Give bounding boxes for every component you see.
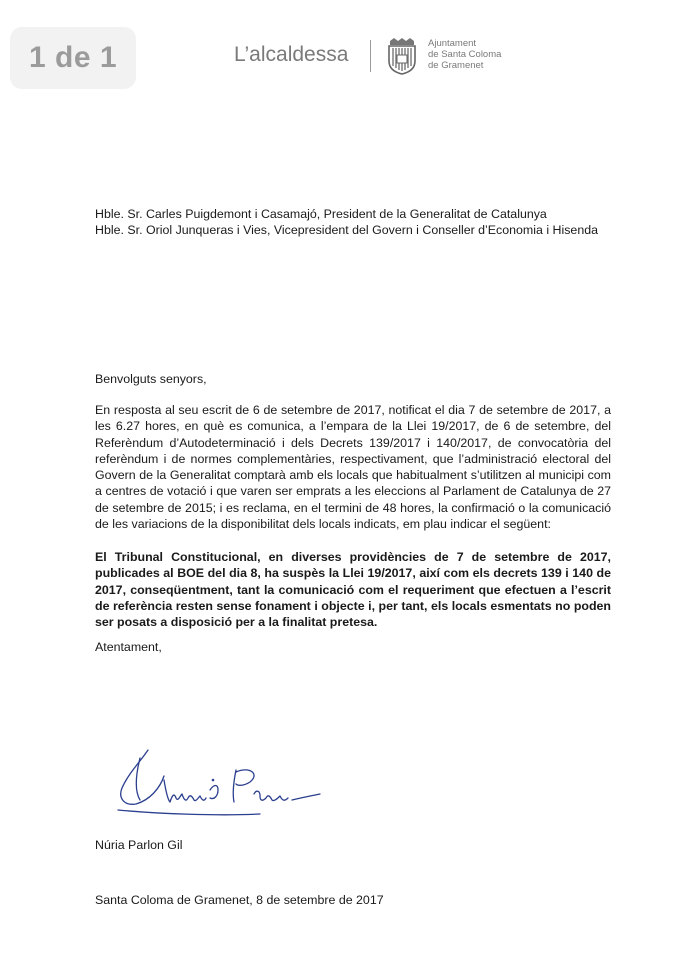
page-indicator: 1 de 1 — [10, 27, 136, 89]
recipients-block — [95, 206, 611, 239]
municipality-line: de Gramenet — [428, 60, 484, 71]
closing: Atentament, — [95, 640, 162, 654]
paragraph-constitutional-court: El Tribunal Constitucional, en diverses providències de 7 de setembre de 2017, publicades al BOE del dia 8, ha suspès la Llei 19/2017, així com els decrets 139 i 140 de 2017, conseqüentment, tant la comunicació com el requeriment que efectuen a l’escrit de referència resten sense fonament i objecte i, per tant, els locals esmentats no poden ser posats a disposició per a la finalitat pretesa. — [95, 550, 611, 630]
letterhead-title: L’alcaldessa — [234, 43, 349, 66]
municipality-line: de Santa Coloma — [428, 49, 502, 60]
signature-icon — [110, 740, 330, 835]
recipient-line: Hble. Sr. Carles Puigdemont i Casamajó, President de la Generalitat de Catalunya — [95, 207, 547, 221]
municipality-line: Ajuntament — [428, 38, 477, 49]
signer-name: Núria Parlon Gil — [95, 838, 183, 852]
recipient-line: Hble. Sr. Oriol Junqueras i Vies, Vicepresident del Govern i Conseller d’Economia i Hisenda — [95, 223, 598, 238]
municipality-name — [428, 38, 501, 71]
place-and-date: Santa Coloma de Gramenet, 8 de setembre de 2017 — [95, 893, 384, 907]
paragraph-response: En resposta al seu escrit de 6 de setembre de 2017, notificat el dia 7 de setembre de 2017, a les 6.27 hores, en què es comunica, a l’empara de la Llei 19/2017, de 6 de setembre, del Referèndum d’Autodeterminació i dels Decrets 139/2017 i 140/2017, de convocatòria del referèndum i de normes complementàries, respectivament, que l’administració electoral del Govern de la Generalitat comptarà amb els locals que habitualment s’utilitzen al municipi com a centres de votació i que varen ser emprats a les eleccions al Parlament de Catalunya de 27 de setembre de 2015; i es reclama, en el termini de 48 hores, la confirmació o la comunicació de les variacions de la disponibilitat dels locals indicats, em plau indicar el següent: — [95, 403, 611, 532]
letterhead-divider — [370, 40, 371, 72]
salutation: Benvolguts senyors, — [95, 372, 207, 386]
coat-of-arms-icon — [384, 37, 420, 75]
